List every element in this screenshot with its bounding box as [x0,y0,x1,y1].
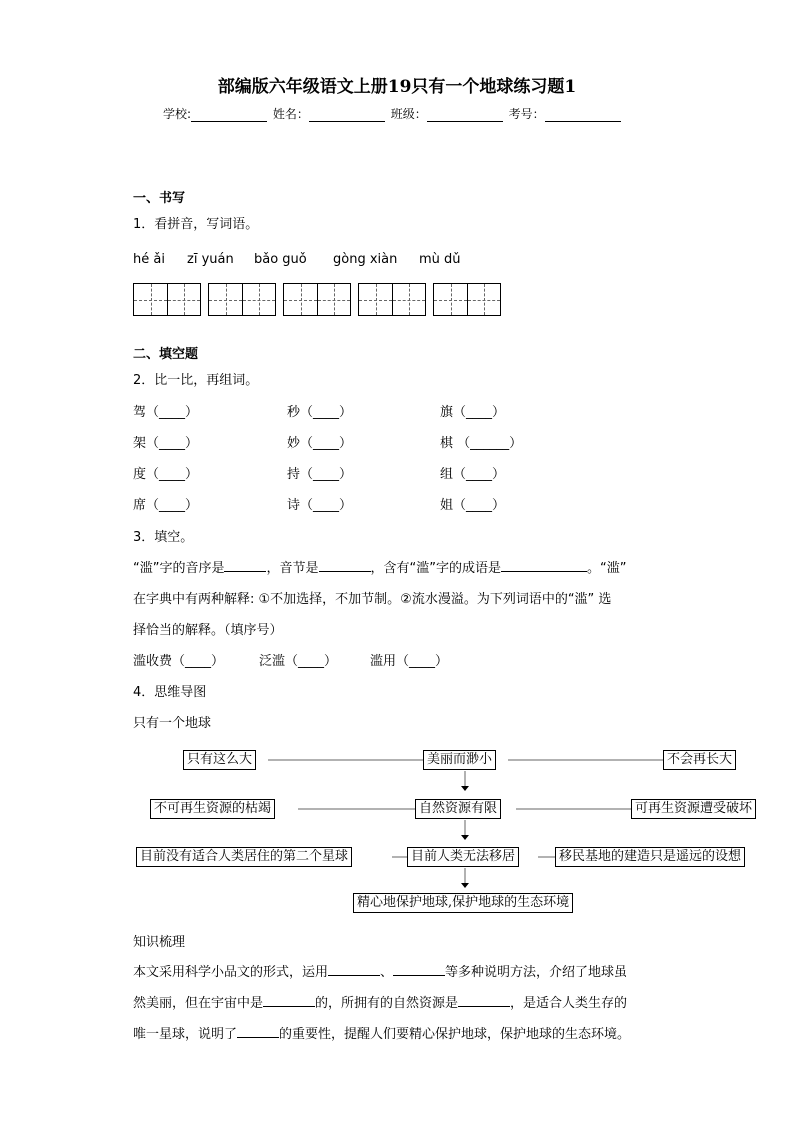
compare-item: 组（____） [440,467,506,482]
mindmap-title: 只有一个地球 [133,716,212,731]
q3-word: 滥收费（____） [133,654,225,669]
summary-text: 等多种说明方法，介绍了地球虽 [445,965,628,980]
compare-item: 持（____） [287,467,353,482]
question-2: 2．比一比，再组词。 [133,373,259,388]
pinyin-2: zī yuán [187,252,234,267]
mindmap-node: 可再生资源遭受破坏 [631,799,756,819]
mindmap-node: 目前人类无法移居 [407,847,519,867]
summary-text: 、 [380,965,394,980]
q3-word: 泛滥（____） [259,654,338,669]
pinyin-3: bǎo guǒ [254,252,307,267]
mindmap-node: 美丽而渺小 [423,750,496,770]
blank[interactable] [458,994,510,1007]
compare-item: 诗（____） [287,498,353,513]
question-4: 4．思维导图 [133,685,207,700]
blank[interactable] [328,963,380,976]
section2-heading: 二、填空题 [133,347,199,362]
q3-text: 。“滥” [586,561,627,576]
summary-text: 然美丽，但在宇宙中是 [133,996,264,1011]
summary-text: 唯一星球，说明了 [133,1027,238,1042]
compare-item: 架（____） [133,436,199,451]
summary-text: 的重要性，提醒人们要精心保护地球，保护地球的生态环境。 [279,1027,631,1042]
blank[interactable] [263,994,315,1007]
compare-item: 秒（____） [287,405,353,420]
question-1: 1．看拼音，写词语。 [133,217,259,232]
compare-item: 棋 （______） [440,436,523,451]
mindmap-node: 精心地保护地球,保护地球的生态环境 [353,893,573,913]
mindmap-node: 移民基地的建造只是遥远的设想 [555,847,745,867]
compare-item: 席（____） [133,498,199,513]
compare-item: 旗（____） [440,405,506,420]
summary-line-2 [133,987,627,1020]
mindmap-node: 只有这么大 [183,750,256,770]
pinyin-1: hé ǎi [133,252,165,267]
summary-text: ，是适合人类生存的 [510,996,628,1011]
name-label: 姓名： [272,107,309,121]
class-label: 班级： [390,107,427,121]
summary-text: 的，所拥有的自然资源是 [315,996,459,1011]
q3-text: “滥”字的音序是 [133,561,225,576]
q3-line-2: 在字典中有两种解释: ①不加选择，不加节制。②流水漫溢。为下列词语中的“滥” 选 [133,592,612,607]
compare-item: 妙（____） [287,436,353,451]
summary-title: 知识梳理 [133,935,186,950]
section1-heading: 一、书写 [133,191,186,206]
q3-text: ，含有“滥”字的成语是 [370,561,501,576]
pinyin-5: mù dǔ [419,252,461,267]
mindmap-node: 目前没有适合人类居住的第二个星球 [136,847,352,867]
exam-no-label: 考号： [508,107,545,121]
compare-item: 姐（____） [440,498,506,513]
mindmap-node: 不会再长大 [663,750,736,770]
summary-text: 本文采用科学小品文的形式，运用 [133,965,329,980]
page-title: 部编版六年级语文上册19只有一个地球练习题1 [217,77,577,97]
compare-item: 驾（____） [133,405,199,420]
q3-text: ，音节是 [266,561,319,576]
mindmap-node: 自然资源有限 [415,799,501,819]
summary-line-3 [133,1018,630,1051]
pinyin-4: gòng xiàn [333,252,398,267]
blank[interactable] [237,1025,279,1038]
blank[interactable] [393,963,445,976]
q3-word: 滥用（____） [370,654,449,669]
q3-line-3: 择恰当的解释。（填序号） [133,623,283,638]
mindmap-node: 不可再生资源的枯竭 [150,799,275,819]
school-label: 学校: [163,107,192,121]
compare-item: 度（____） [133,467,199,482]
summary-line-1 [133,956,627,989]
question-3: 3．填空。 [133,530,194,545]
